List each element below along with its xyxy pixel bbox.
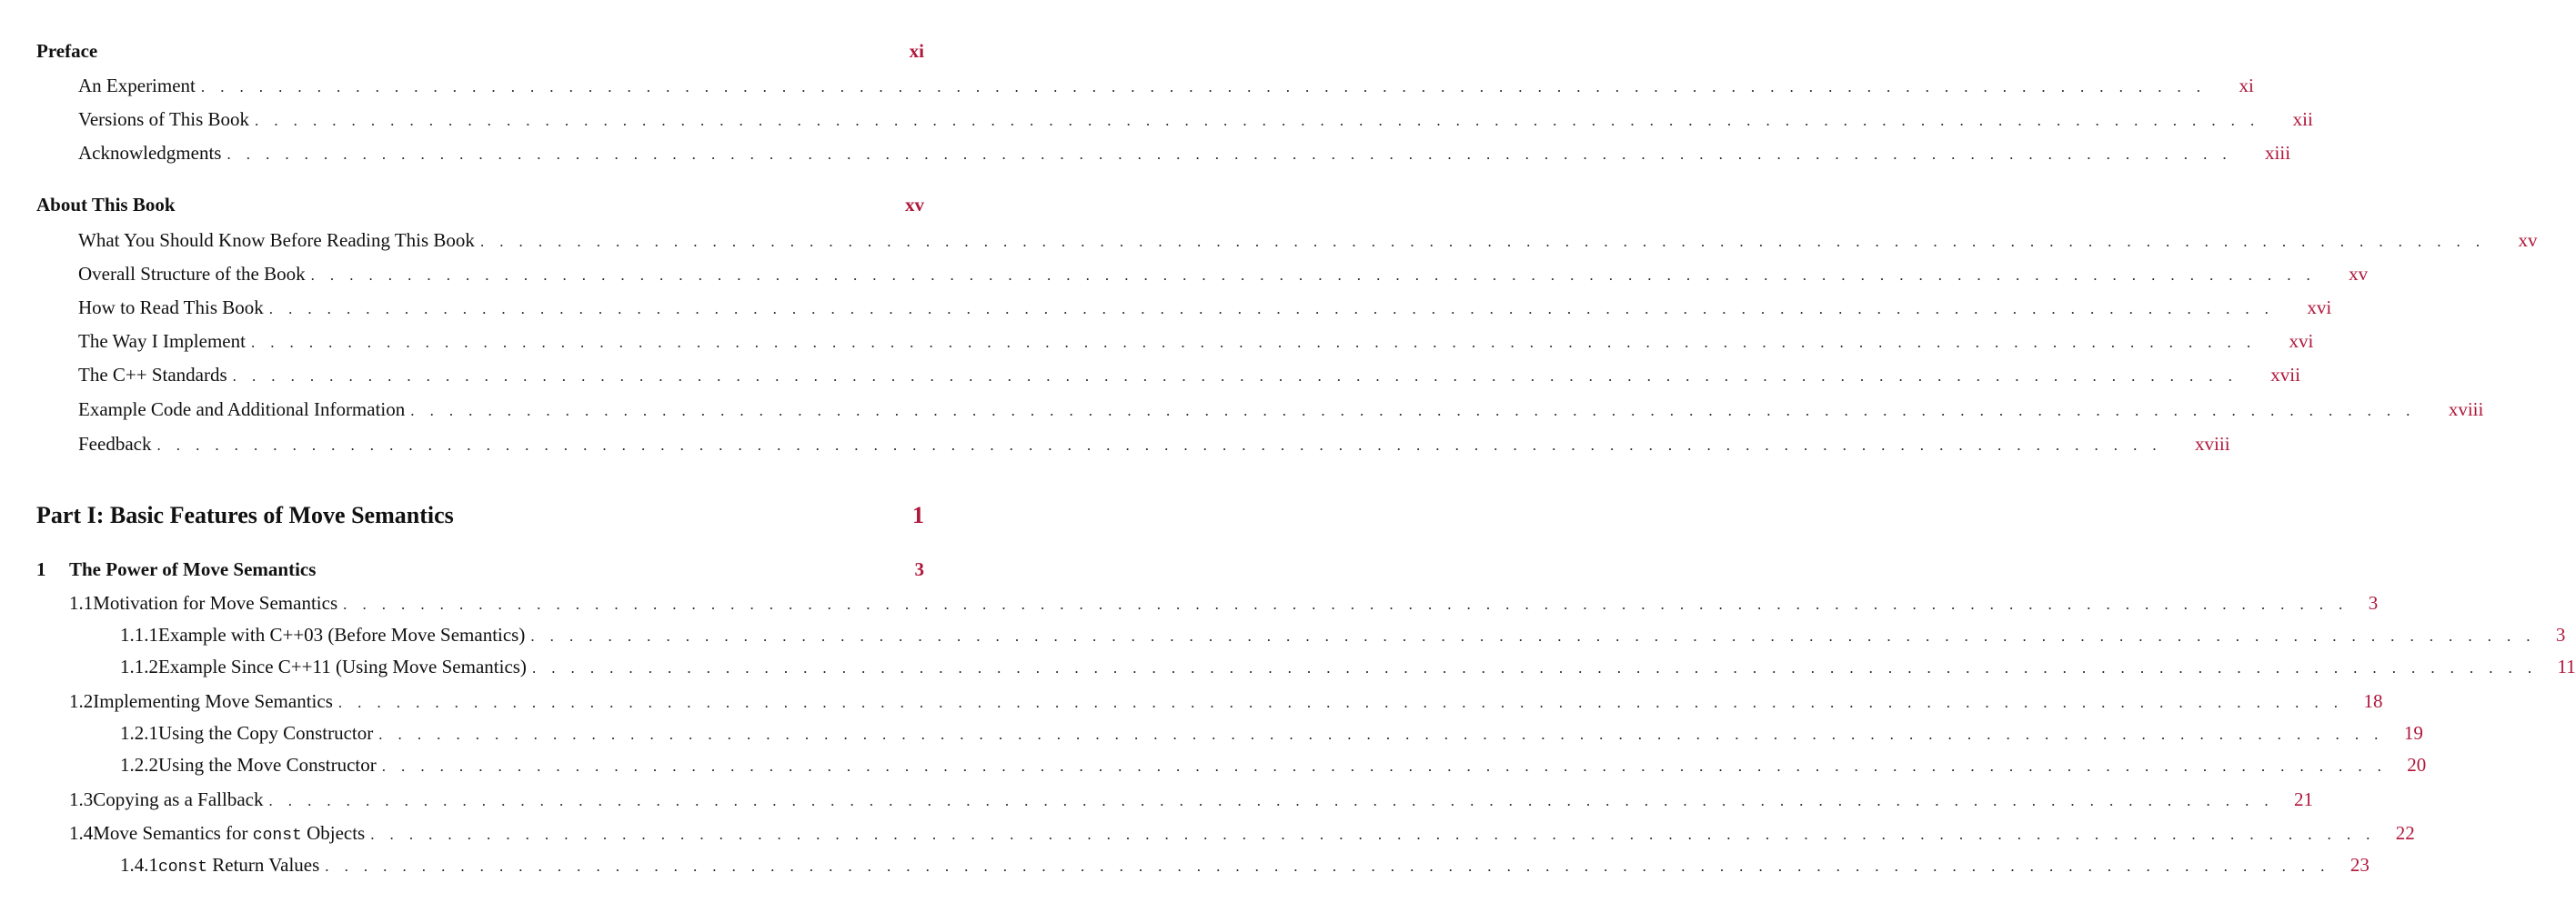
toc-subsection-number: 1.4.1 (120, 854, 158, 876)
toc-subsection[interactable] (0, 624, 2566, 647)
toc-page-number[interactable]: xi (2239, 75, 2254, 96)
toc-section-title: Implementing Move Semantics (93, 690, 333, 712)
toc-section-title: Copying as a Fallback (93, 788, 264, 810)
dot-leader: . . . . . . . . . . . . . . . . . . . . . . . . . . . . . . . . . . . . . . . . . . . . . . . . . . . . . . . . . . . . . . . . . . . . . . . . . . . . . . . . . . . . . . . . . . . . . . . . . . . . . . . . (410, 402, 2416, 419)
toc-page-number[interactable]: xv (2349, 263, 2369, 285)
dot-leader: . . . . . . . . . . . . . . . . . . . . . . . . . . . . . . . . . . . . . . . . . . . . . . . . . . . . . . . . . . . . . . . . . . . . . . . . . . . . . . . . . . . . . . . . . . . . . . . . . . . . . . . . (381, 757, 2388, 775)
toc-page-number[interactable]: 19 (2403, 722, 2423, 744)
toc-page-number[interactable]: xv (905, 194, 924, 216)
toc-entry-prerequisites[interactable] (0, 229, 2538, 252)
toc-subsection[interactable] (0, 722, 2423, 745)
dot-leader: . . . . . . . . . . . . . . . . . . . . . . . . . . . . . . . . . . . . . . . . . . . . . . . . . . . . . . . . . . . . . . . . . . . . . . . . . . . . . . . . . . . . . . . . . . . . . . . . . . . . . . . . (268, 792, 2275, 809)
toc-section-title: Motivation for Move Semantics (93, 592, 338, 614)
toc-chapter-number: 1 (36, 558, 46, 580)
toc-page-number[interactable]: 23 (2350, 854, 2370, 876)
toc-subsection-title: Using the Copy Constructor (158, 722, 374, 744)
toc-entry-title: Acknowledgments (78, 142, 222, 164)
toc-page-number[interactable]: 3 (914, 558, 924, 580)
toc-section[interactable] (0, 592, 2379, 615)
toc-heading-preface[interactable] (0, 40, 982, 63)
toc-page-number[interactable]: 3 (2555, 624, 2566, 646)
toc-part-title: Part I: Basic Features of Move Semantics (36, 502, 454, 528)
toc-entry-title: The Way I Implement (78, 330, 246, 352)
toc-entry-title: Overall Structure of the Book (78, 263, 306, 285)
toc-section[interactable] (0, 788, 2314, 811)
dot-leader: . . . . . . . . . . . . . . . . . . . . . . . . . . . . . . . . . . . . . . . . . . . . . . . . . . . . . . . . . . . . . . . . . . . . . . . . . . . . . . . . . . . . . . . . . . . . . . . . . . . . . . . . (200, 78, 2207, 95)
title-text: Return Values (207, 854, 320, 876)
toc-page-number[interactable]: xii (2292, 108, 2313, 130)
dot-leader: . . . . . . . . . . . . . . . . . . . . . . . . . . . . . . . . . . . . . . . . . . . . . . . . . . . . . . . . . . . . . . . . . . . . . . . . . . . . . . . . . . . . . . . . . . . . . . . . . . . . . . . . (479, 233, 2486, 250)
toc-page-number[interactable]: 1 (912, 502, 924, 528)
toc-section-number: 1.1 (69, 592, 94, 614)
title-text: Move Semantics for (93, 822, 253, 844)
toc-page-number[interactable]: 22 (2395, 822, 2415, 844)
dot-leader: . . . . . . . . . . . . . . . . . . . . . . . . . . . . . . . . . . . . . . . . . . . . . . . . . . . . . . . . . . . . . . . . . . . . . . . . . . . . . . . . . . . . . . . . . . . . . . . . . . . . . . . . (156, 436, 2163, 454)
title-text: Objects (301, 822, 366, 844)
toc-page-number[interactable]: xi (909, 40, 924, 62)
toc-entry-title: Versions of This Book (78, 108, 250, 130)
toc-chapter-title: The Power of Move Semantics (69, 558, 317, 580)
toc-entry-title: What You Should Know Before Reading This Book (78, 229, 475, 251)
toc-subsection-title (158, 854, 319, 877)
toc-page-number[interactable]: xviii (2195, 433, 2230, 455)
toc-page-number[interactable]: 3 (2368, 592, 2379, 614)
toc-entry-structure[interactable] (0, 263, 2369, 286)
toc-page-number[interactable]: xv (2518, 229, 2538, 251)
dot-leader: . . . . . . . . . . . . . . . . . . . . . . . . . . . . . . . . . . . . . . . . . . . . . . . . . . . . . . . . . . . . . . . . . . . . . . . . . . . . . . . . . . . . . . . . . . . . . . . . . . . . . . . . (255, 112, 2260, 129)
dot-leader: . . . . . . . . . . . . . . . . . . . . . . . . . . . . . . . . . . . . . . . . . . . . . . . . . . . . . . . . . . . . . . . . . . . . . . . . . . . . . . . . . . . . . . . . . . . . . . . . . . . . . . . . (325, 858, 2330, 875)
toc-page-number[interactable]: 20 (2407, 754, 2427, 776)
toc-subsection-title: Example Since C++11 (Using Move Semantics) (158, 656, 527, 677)
toc-section[interactable] (0, 822, 2415, 845)
toc-entry-an-experiment[interactable] (0, 75, 2254, 97)
toc-entry-title: How to Read This Book (78, 296, 264, 318)
toc-page-number[interactable]: xvii (2270, 364, 2300, 386)
toc-entry-acknowledgments[interactable] (0, 142, 2291, 165)
toc-subsection[interactable] (0, 656, 2576, 678)
toc-section-number: 1.3 (69, 788, 94, 810)
toc-entry-title: Feedback (78, 433, 152, 455)
toc-subsection-title: Using the Move Constructor (158, 754, 377, 776)
dot-leader: . . . . . . . . . . . . . . . . . . . . . . . . . . . . . . . . . . . . . . . . . . . . . . . . . . . . . . . . . . . . . . . . . . . . . . . . . . . . . . . . . . . . . . . . . . . . . . . . . . . . . . . . (531, 659, 2538, 677)
toc-page-number[interactable]: xvi (2307, 296, 2332, 318)
dot-leader: . . . . . . . . . . . . . . . . . . . . . . . . . . . . . . . . . . . . . . . . . . . . . . . . . . . . . . . . . . . . . . . . . . . . . . . . . . . . . . . . . . . . . . . . . . . . . . . . . . . . . . . . (530, 627, 2536, 645)
toc-heading-title: About This Book (36, 194, 176, 216)
toc-entry-versions[interactable] (0, 108, 2313, 131)
toc-section[interactable] (0, 690, 2383, 713)
toc-subsection-title: Example with C++03 (Before Move Semantics) (158, 624, 526, 646)
toc-subsection-number: 1.2.1 (120, 722, 158, 744)
toc-subsection[interactable] (0, 754, 2427, 777)
toc-heading-title: Preface (36, 40, 98, 62)
toc-page-number[interactable]: 11 (2557, 656, 2576, 677)
toc-heading-about[interactable] (0, 194, 982, 216)
toc-entry-title: Example Code and Additional Information (78, 398, 406, 420)
toc-page-number[interactable]: 21 (2294, 788, 2314, 810)
toc-section-number: 1.2 (69, 690, 94, 712)
toc-subsection[interactable] (0, 854, 2370, 877)
toc-page-number[interactable]: xvi (2289, 330, 2314, 352)
toc-section-number: 1.4 (69, 822, 94, 844)
dot-leader: . . . . . . . . . . . . . . . . . . . . . . . . . . . . . . . . . . . . . . . . . . . . . . . . . . . . . . . . . . . . . . . . . . . . . . . . . . . . . . . . . . . . . . . . . . . . . . . . . . . . . . . . (250, 334, 2257, 351)
dot-leader: . . . . . . . . . . . . . . . . . . . . . . . . . . . . . . . . . . . . . . . . . . . . . . . . . . . . . . . . . . . . . . . . . . . . . . . . . . . . . . . . . . . . . . . . . . . . . . . . . . . . . . . . (370, 826, 2376, 843)
code-keyword: const (158, 858, 208, 877)
toc-page-number[interactable]: xiii (2265, 142, 2291, 164)
toc-subsection-number: 1.1.2 (120, 656, 158, 677)
dot-leader: . . . . . . . . . . . . . . . . . . . . . . . . . . . . . . . . . . . . . . . . . . . . . . . . . . . . . . . . . . . . . . . . . . . . . . . . . . . . . . . . . . . . . . . . . . . . . . . . . . . . . . . . (232, 367, 2239, 385)
toc-entry-example-code[interactable] (0, 398, 2484, 421)
toc-entry-title: The C++ Standards (78, 364, 227, 386)
dot-leader: . . . . . . . . . . . . . . . . . . . . . . . . . . . . . . . . . . . . . . . . . . . . . . . . . . . . . . . . . . . . . . . . . . . . . . . . . . . . . . . . . . . . . . . . . . . . . . . . . . . . . . . . (378, 726, 2384, 743)
toc-entry-standards[interactable] (0, 364, 2300, 386)
dot-leader: . . . . . . . . . . . . . . . . . . . . . . . . . . . . . . . . . . . . . . . . . . . . . . . . . . . . . . . . . . . . . . . . . . . . . . . . . . . . . . . . . . . . . . . . . . . . . . . . . . . . . . . . (310, 266, 2317, 284)
toc-chapter-heading[interactable] (0, 558, 982, 581)
dot-leader: . . . . . . . . . . . . . . . . . . . . . . . . . . . . . . . . . . . . . . . . . . . . . . . . . . . . . . . . . . . . . . . . . . . . . . . . . . . . . . . . . . . . . . . . . . . . . . . . . . . . . . . . (343, 596, 2349, 613)
toc-entry-how-to-read[interactable] (0, 296, 2332, 319)
dot-leader: . . . . . . . . . . . . . . . . . . . . . . . . . . . . . . . . . . . . . . . . . . . . . . . . . . . . . . . . . . . . . . . . . . . . . . . . . . . . . . . . . . . . . . . . . . . . . . . . . . . . . . . . (226, 145, 2233, 163)
dot-leader: . . . . . . . . . . . . . . . . . . . . . . . . . . . . . . . . . . . . . . . . . . . . . . . . . . . . . . . . . . . . . . . . . . . . . . . . . . . . . . . . . . . . . . . . . . . . . . . . . . . . . . . . (337, 694, 2344, 711)
toc-page-number[interactable]: xviii (2448, 398, 2484, 420)
code-keyword: const (252, 827, 302, 845)
toc-entry-feedback[interactable] (0, 433, 2230, 456)
toc-subsection-number: 1.2.2 (120, 754, 158, 776)
toc-entry-way-i-implement[interactable] (0, 330, 2314, 353)
toc-part-heading[interactable] (0, 502, 982, 529)
toc-entry-title: An Experiment (78, 75, 196, 96)
toc-page-number[interactable]: 18 (2363, 690, 2383, 712)
toc-subsection-number: 1.1.1 (120, 624, 158, 646)
toc-section-title (93, 822, 365, 845)
dot-leader: . . . . . . . . . . . . . . . . . . . . . . . . . . . . . . . . . . . . . . . . . . . . . . . . . . . . . . . . . . . . . . . . . . . . . . . . . . . . . . . . . . . . . . . . . . . . . . . . . . . . . . . . (268, 300, 2275, 317)
